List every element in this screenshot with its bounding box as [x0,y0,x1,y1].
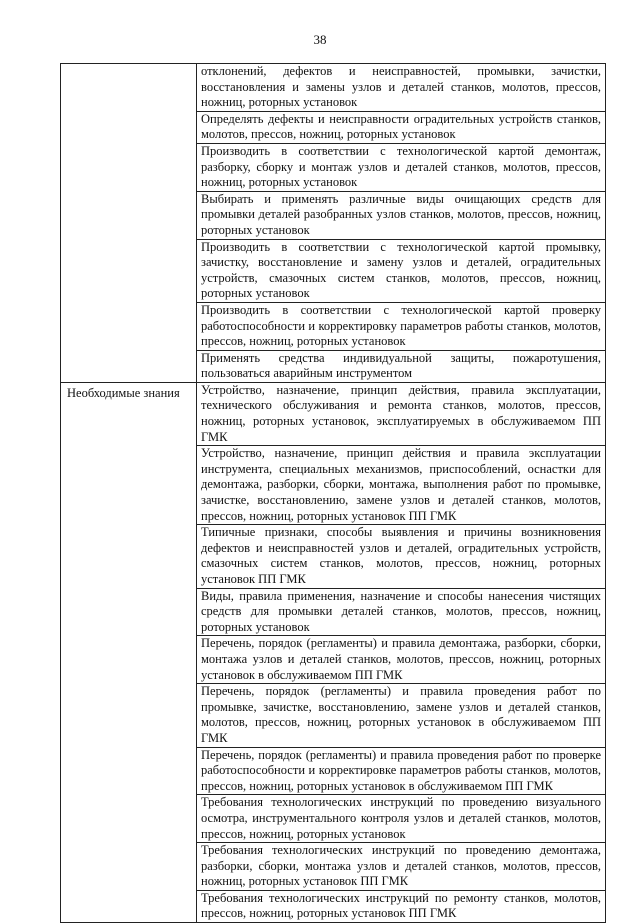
knowledge-item: Типичные признаки, способы выявления и причины возникновения дефектов и неисправностей узлов и деталей, оградительных устройств, смазочных систем станков, молотов, прессов, ножниц, роторных установок ПП ГМК [197,525,606,588]
requirements-table [60,63,606,923]
page-number: 38 [313,32,327,47]
knowledge-item: Перечень, порядок (регламенты) и правила проведения работ по проверке работоспособности и корректировке параметров работы станков, молотов, прессов, ножниц, роторных установок в обслуживаемом ПП ГМК [197,747,606,795]
table-row [61,382,606,445]
table-row [61,64,606,112]
skill-item: Определять дефекты и неисправности оградительных устройств станков, молотов, прессов, ножниц, роторных установок [197,111,606,143]
knowledge-item: Устройство, назначение, принцип действия, правила эксплуатации, технического обслуживания и ремонта станков, молотов, прессов, ножниц, роторных установок, эксплуатируемых в обслуживаемом ПП ГМК [197,382,606,445]
knowledge-item: Перечень, порядок (регламенты) и правила демонтажа, разборки, сборки, монтажа узлов и деталей станков, молотов, прессов, ножниц, роторных установок в обслуживаемом ПП ГМК [197,636,606,684]
skill-item: Выбирать и применять различные виды очищающих средств для промывки деталей разобранных узлов станков, молотов, прессов, ножниц, роторных установок [197,191,606,239]
skill-item: отклонений, дефектов и неисправностей, промывки, зачистки, восстановления и замены узлов и деталей станков, молотов, прессов, ножниц, роторных установок [197,64,606,112]
knowledge-item: Требования технологических инструкций по проведению демонтажа, разборки, сборки, монтажа узлов и деталей станков, молотов, прессов, ножниц, роторных установок ПП ГМК [197,843,606,891]
knowledge-item: Перечень, порядок (регламенты) и правила проведения работ по промывке, зачистке, восстановлению, замене узлов и деталей станков, молотов, прессов, ножниц, роторных установок в обслуживаемом ПП ГМК [197,684,606,747]
skill-item: Производить в соответствии с технологической картой демонтаж, разборку, сборку и монтаж узлов и деталей станков, молотов, прессов, ножниц, роторных установок [197,143,606,191]
knowledge-label-cell [61,382,197,922]
knowledge-item: Виды, правила применения, назначение и способы нанесения чистящих средств для промывки деталей станков, молотов, прессов, ножниц, роторных установок [197,588,606,636]
skill-item: Производить в соответствии с технологической картой промывку, зачистку, восстановление и замену узлов и деталей, оградительных устройств, смазочных систем станков, молотов, прессов, ножниц, роторных установок [197,239,606,302]
knowledge-label: Необходимые знания [67,385,180,400]
knowledge-item: Требования технологических инструкций по проведению визуального осмотра, инструментального контроля узлов и деталей станков, молотов, прессов, ножниц, роторных установок [197,795,606,843]
knowledge-item: Требования технологических инструкций по ремонту станков, молотов, прессов, ножниц, роторных установок ПП ГМК [197,890,606,922]
knowledge-item: Устройство, назначение, принцип действия и правила эксплуатации инструмента, специальных механизмов, приспособлений, оснастки для демонтажа, разборки, сборки, монтажа, выполнения работ по промывке, зачистке, восстановлению, замене узлов и деталей станков, молотов, прессов, ножниц, роторных установок ПП ГМК [197,446,606,525]
skill-item: Применять средства индивидуальной защиты, пожаротушения, пользоваться аварийным инструментом [197,350,606,382]
skills-label-cell [61,64,197,383]
skill-item: Производить в соответствии с технологической картой проверку работоспособности и корректировку параметров работы станков, молотов, прессов, ножниц, роторных установок [197,302,606,350]
